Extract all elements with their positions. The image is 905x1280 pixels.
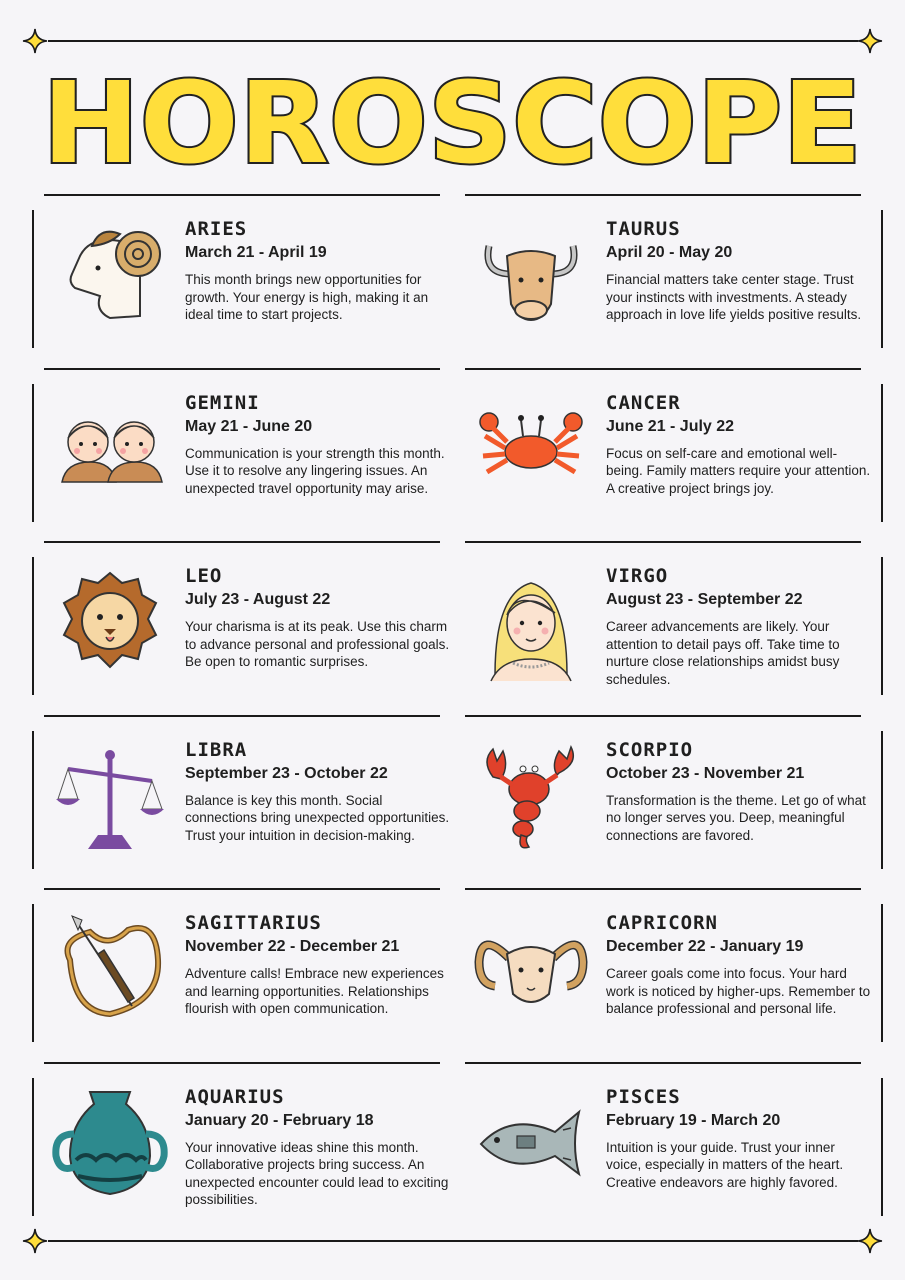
- card-side-line: [32, 557, 34, 695]
- card-side-line: [881, 557, 883, 695]
- card-top-line: [44, 888, 440, 890]
- bull-head-icon: [471, 216, 591, 336]
- crab-icon: [471, 390, 591, 510]
- sign-name: CANCER: [606, 391, 681, 414]
- card-top-line: [465, 1062, 861, 1064]
- ram-head-icon: [50, 216, 170, 336]
- sign-dates: February 19 - March 20: [606, 1111, 781, 1129]
- sign-name: LEO: [185, 565, 223, 587]
- sign-dates: December 22 - January 19: [606, 938, 804, 955]
- sign-description: Adventure calls! Embrace new experiences and learning opportunities. Relationships flourish with open communication.: [185, 966, 444, 1017]
- sign-name: PISCES: [606, 1085, 681, 1108]
- sign-card-virgo: [453, 541, 883, 699]
- sparkle-icon: [22, 1228, 48, 1254]
- fish-icon: [471, 1084, 591, 1204]
- sign-card-scorpio: [453, 715, 883, 873]
- sign-name: LIBRA: [185, 738, 248, 761]
- sign-name: ARIES: [185, 218, 248, 240]
- bottom-border-line: [48, 1240, 858, 1242]
- top-border-line: [48, 40, 858, 42]
- card-top-line: [44, 368, 440, 370]
- sign-name: SAGITTARIUS: [185, 912, 322, 934]
- sign-description: Intuition is your guide. Trust your inner voice, especially in matters of the heart. Creative endeavors are highly favored.: [606, 1139, 844, 1190]
- sign-name: VIRGO: [606, 565, 669, 587]
- card-side-line: [881, 731, 883, 869]
- card-side-line: [32, 384, 34, 522]
- sign-card-taurus: [453, 194, 883, 352]
- scales-icon: [50, 737, 170, 857]
- card-side-line: [881, 1078, 883, 1216]
- sign-dates: July 23 - August 22: [185, 591, 331, 608]
- lion-icon: [50, 563, 170, 683]
- sign-card-gemini: [32, 368, 462, 526]
- goat-head-icon: [471, 910, 591, 1030]
- sign-description: Your charisma is at its peak. Use this charm to advance personal and professional goals. Be open to romantic surprises.: [185, 619, 450, 670]
- sign-card-leo: [32, 541, 462, 699]
- sign-description: Your innovative ideas shine this month. Collaborative projects bring success. An unexpected encounter could lead to exciting possibilities.: [185, 1139, 449, 1208]
- maiden-icon: [471, 563, 591, 683]
- sign-dates: November 22 - December 21: [185, 938, 400, 955]
- sign-card-aquarius: [32, 1062, 462, 1220]
- card-top-line: [465, 194, 861, 196]
- scorpion-icon: [471, 737, 591, 857]
- sign-dates: May 21 - June 20: [185, 417, 313, 435]
- sign-description: This month brings new opportunities for growth. Your energy is high, making it an ideal time to start projects.: [185, 272, 429, 323]
- card-side-line: [881, 210, 883, 348]
- card-top-line: [44, 715, 440, 717]
- card-side-line: [32, 210, 34, 348]
- sparkle-icon: [22, 28, 48, 54]
- sign-description: Communication is your strength this month. Use it to resolve any lingering issues. An unexpected travel opportunity may arise.: [185, 445, 445, 496]
- page-title: [40, 70, 865, 170]
- card-top-line: [44, 1062, 440, 1064]
- card-side-line: [32, 904, 34, 1042]
- sign-card-libra: [32, 715, 462, 873]
- sign-card-sagittarius: [32, 888, 462, 1046]
- water-jug-icon: [50, 1084, 170, 1204]
- card-top-line: [465, 715, 861, 717]
- sign-card-cancer: [453, 368, 883, 526]
- sparkle-icon: [857, 1228, 883, 1254]
- page-title-text: HOROSCOPE: [42, 70, 862, 170]
- sign-dates: October 23 - November 21: [606, 764, 805, 782]
- sign-name: SCORPIO: [606, 738, 694, 761]
- sign-description: Focus on self-care and emotional well-being. Family matters require your attention. A creative project brings joy.: [606, 445, 871, 496]
- sign-dates: January 20 - February 18: [185, 1111, 374, 1129]
- bow-and-arrow-icon: [50, 910, 170, 1030]
- card-top-line: [465, 368, 861, 370]
- sign-card-pisces: [453, 1062, 883, 1220]
- sign-card-capricorn: [453, 888, 883, 1046]
- sign-description: Career advancements are likely. Your attention to detail pays off. Take time to nurture close relationships amidst busy schedules.: [606, 619, 840, 687]
- card-side-line: [32, 731, 34, 869]
- twins-icon: [50, 390, 170, 510]
- card-top-line: [44, 541, 440, 543]
- sign-dates: April 20 - May 20: [606, 244, 733, 261]
- card-side-line: [881, 384, 883, 522]
- sign-name: CAPRICORN: [606, 912, 718, 934]
- card-top-line: [465, 541, 861, 543]
- card-top-line: [44, 194, 440, 196]
- sign-description: Financial matters take center stage. Trust your instincts with investments. A steady approach in love life yields positive results.: [606, 272, 862, 323]
- sign-name: TAURUS: [606, 218, 681, 240]
- card-side-line: [881, 904, 883, 1042]
- card-side-line: [32, 1078, 34, 1216]
- sparkle-icon: [857, 28, 883, 54]
- sign-dates: September 23 - October 22: [185, 764, 388, 782]
- sign-name: GEMINI: [185, 391, 260, 414]
- sign-dates: March 21 - April 19: [185, 244, 327, 261]
- sign-description: Career goals come into focus. Your hard work is noticed by higher-ups. Remember to balance professional and personal life.: [606, 966, 871, 1017]
- sign-name: AQUARIUS: [185, 1085, 285, 1108]
- sign-description: Balance is key this month. Social connections bring unexpected opportunities. Trust your intuition in decision-making.: [185, 792, 450, 843]
- sign-description: Transformation is the theme. Let go of what no longer serves you. Deep, meaningful connections are favored.: [606, 792, 866, 843]
- sign-card-aries: [32, 194, 462, 352]
- sign-dates: June 21 - July 22: [606, 417, 735, 435]
- card-top-line: [465, 888, 861, 890]
- sign-dates: August 23 - September 22: [606, 591, 803, 608]
